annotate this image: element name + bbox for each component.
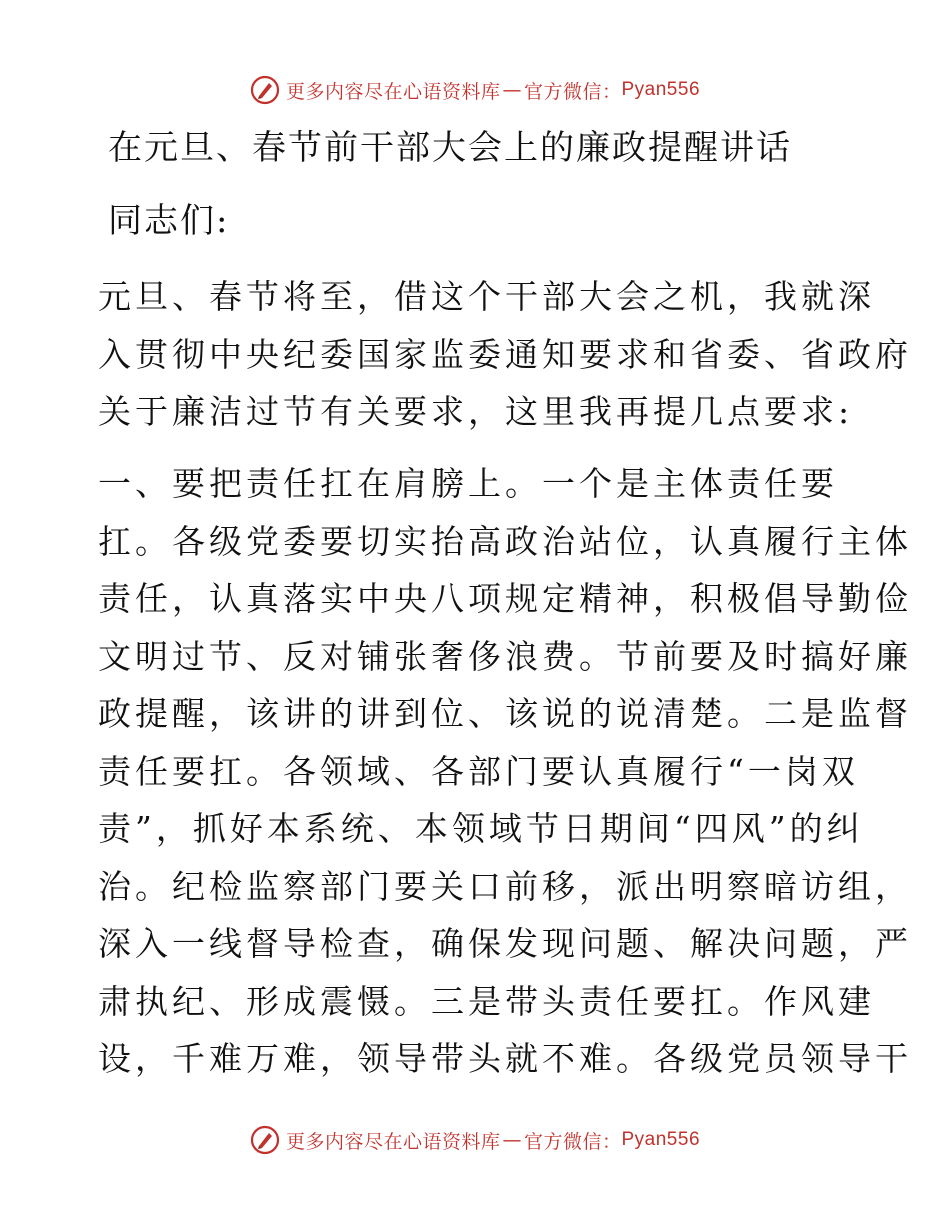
paragraph-line: 元旦、春节将至，借这个干部大会之机，我就深 (98, 277, 875, 316)
watermark-account-label: 官方微信： (523, 1130, 622, 1153)
pen-logo-icon (250, 1125, 280, 1155)
paragraph-line: 治。纪检监察部门要关口前移，派出明察暗访组， (98, 866, 912, 906)
paragraph-line: 责任，认真落实中央八项规定精神，积极倡导勤俭 (98, 579, 912, 618)
paragraph-line: 肃执纪、形成震慑。三是带头责任要扛。作风建 (98, 981, 875, 1021)
salutation: 同志们: (108, 201, 230, 241)
watermark-text: 更多内容尽在心语资料库 (285, 1130, 501, 1153)
watermark-account-label: 官方微信： (523, 80, 622, 103)
paragraph-responsibility (98, 455, 912, 1088)
paragraph-line: 责”，抓好本系统、本领域节日期间“四风”的纠 (98, 809, 864, 848)
paragraph-line: 设，千难万难，领导带头就不难。各级党员领导干 (98, 1039, 912, 1078)
paragraph-line: 关于廉洁过节有关要求，这里我再提几点要求: (98, 392, 854, 431)
footer-watermark (0, 1120, 950, 1160)
paragraph-line: 一、要把责任扛在肩膀上。一个是主体责任要 (98, 464, 838, 503)
watermark-separator: — (502, 1129, 522, 1151)
paragraph-line: 文明过节、反对铺张奢侈浪费。节前要及时搞好廉 (98, 636, 912, 676)
header-watermark (0, 70, 950, 110)
watermark-account: Pyan556 (621, 1129, 701, 1150)
paragraph-line: 责任要扛。各领域、各部门要认真履行“一岗双 (98, 751, 859, 791)
watermark-account: Pyan556 (621, 79, 701, 100)
pen-logo-icon (250, 75, 280, 105)
watermark-separator: — (502, 79, 522, 101)
paragraph-line: 扛。各级党委要切实抬高政治站位，认真履行主体 (98, 521, 912, 561)
watermark-text: 更多内容尽在心语资料库 (285, 80, 501, 103)
paragraph-line: 入贯彻中央纪委国家监委通知要求和省委、省政府 (98, 334, 912, 374)
paragraph-line: 政提醒，该讲的讲到位、该说的说清楚。二是监督 (98, 694, 912, 733)
paragraph-intro (98, 268, 912, 441)
document-title: 在元旦、春节前干部大会上的廉政提醒讲话 (108, 128, 792, 168)
paragraph-line: 深入一线督导检查，确保发现问题、解决问题，严 (98, 924, 912, 963)
